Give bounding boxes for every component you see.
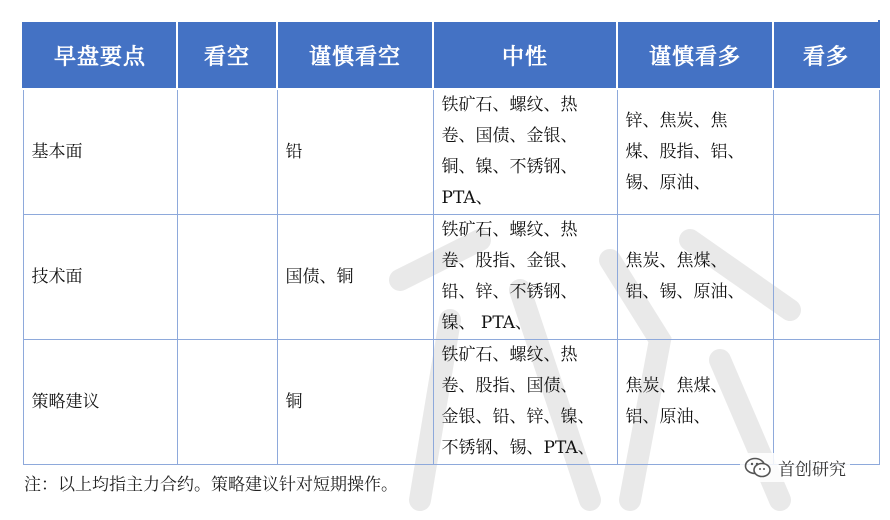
neutral-line: 铅、锌、不锈钢、 <box>441 282 578 302</box>
header-cell: 看空 <box>177 21 277 89</box>
bearish-cell <box>177 215 277 340</box>
header-cell: 谨慎看空 <box>277 21 433 89</box>
cautious-bullish-line: 焦炭、焦煤、 <box>625 376 728 396</box>
neutral-line: 卷、股指、金银、 <box>441 251 578 271</box>
cautious-bearish-cell: 铜 <box>277 340 433 465</box>
neutral-cell <box>433 89 617 215</box>
footer-note: 注：以上均指主力合约。策略建议针对短期操作。 <box>24 475 398 495</box>
neutral-line: 卷、国债、金银、 <box>441 126 578 146</box>
neutral-line: 镍、 PTA、 <box>441 313 533 333</box>
header-cell: 中性 <box>433 21 617 89</box>
cautious-bullish-cell <box>617 340 773 465</box>
table-row <box>23 215 879 340</box>
neutral-line: 铁矿石、螺纹、热 <box>441 220 578 240</box>
cautious-bullish-line: 锡、原油、 <box>625 172 711 193</box>
cautious-bullish-line: 铝、锡、原油、 <box>625 282 745 302</box>
row-category: 基本面 <box>23 89 177 215</box>
bearish-cell <box>177 89 277 215</box>
neutral-line: 金银、铅、锌、镍、 <box>441 407 595 427</box>
cautious-bullish-cell <box>617 215 773 340</box>
row-category: 技术面 <box>23 215 177 340</box>
table-row <box>23 340 879 465</box>
header-row <box>23 21 879 89</box>
header-cell: 谨慎看多 <box>617 21 773 89</box>
outlook-table <box>22 20 880 465</box>
header-cell: 看多 <box>773 21 879 89</box>
neutral-cell <box>433 215 617 340</box>
neutral-line: 铜、镍、不锈钢、 <box>441 157 578 177</box>
neutral-line: 铁矿石、螺纹、热 <box>441 95 578 115</box>
cautious-bearish-cell: 国债、铜 <box>277 215 433 340</box>
bullish-cell <box>773 89 879 215</box>
cautious-bullish-line: 锌、焦炭、焦 <box>625 110 728 131</box>
neutral-cell <box>433 340 617 465</box>
cautious-bullish-line: 铝、原油、 <box>625 407 711 427</box>
bullish-cell <box>773 340 879 465</box>
wechat-icon <box>744 457 772 479</box>
table-row <box>23 89 879 215</box>
neutral-line: 铁矿石、螺纹、热 <box>441 345 578 365</box>
neutral-line: 不锈钢、锡、PTA、 <box>441 438 595 458</box>
bearish-cell <box>177 340 277 465</box>
header-cell: 早盘要点 <box>23 21 177 89</box>
bullish-cell <box>773 215 879 340</box>
row-category: 策略建议 <box>23 340 177 465</box>
neutral-line: PTA、 <box>441 188 493 208</box>
neutral-line: 卷、股指、国债、 <box>441 376 578 396</box>
brand-name: 首创研究 <box>778 460 846 480</box>
cautious-bullish-cell <box>617 89 773 215</box>
brand-watermark <box>740 453 850 482</box>
cautious-bullish-line: 焦炭、焦煤、 <box>625 251 728 271</box>
cautious-bullish-line: 煤、股指、铝、 <box>625 141 745 162</box>
cautious-bearish-cell: 铅 <box>277 89 433 215</box>
